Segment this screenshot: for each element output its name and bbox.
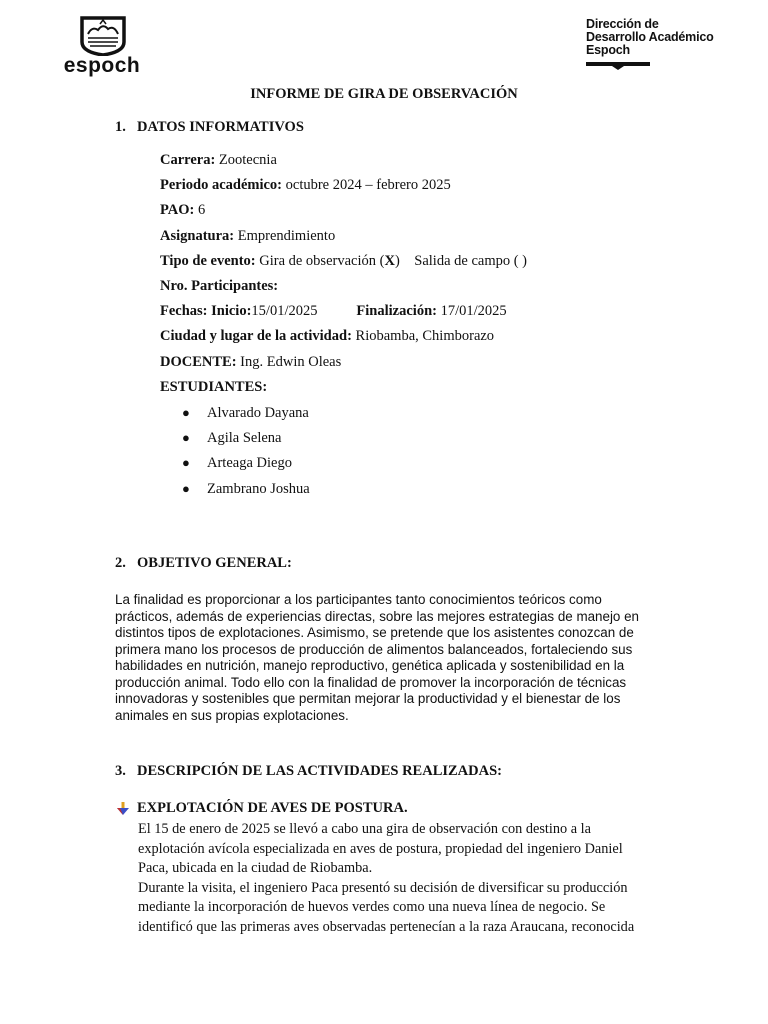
info-row-estudiantes: ESTUDIANTES: (160, 378, 268, 395)
paragraph-line: innovadoras y sostenibles que permitan mejorar la productividad y el bienestar de los (115, 691, 621, 706)
logo-line-3: Espoch (586, 43, 630, 57)
section-number: 3. (115, 763, 126, 779)
bullet-icon: ● (182, 405, 190, 420)
paragraph-line: La finalidad es proporcionar a los participantes tanto conocimientos teóricos como (115, 592, 602, 607)
paragraph-line: mediante la incorporación de huevos verdes como una nueva línea de negocio. Se (138, 899, 606, 915)
section-number: 2. (115, 555, 126, 571)
bullet-icon: ● (182, 480, 190, 496)
logo-line-1: Dirección de (586, 17, 659, 31)
info-row-docente: DOCENTE: Ing. Edwin Oleas (160, 353, 342, 370)
paragraph-line: prácticos, además de experiencias directas, sobre las mejores estrategias de manejo en (115, 608, 639, 624)
section-number: 1. (115, 119, 126, 135)
espoch-wordmark: espoch (63, 54, 141, 77)
bullet-icon: ● (182, 455, 190, 471)
info-row-ciudad: Ciudad y lugar de la actividad: Riobamba, Chimborazo (160, 328, 495, 345)
objetivo-paragraph (115, 592, 665, 724)
paragraph-line: distintos tipos de explotaciones. Asimismo, se pretende que los asistentes conozcan de (115, 625, 634, 640)
section-3-heading (115, 763, 502, 780)
paragraph-line: Paca, ubicada en la ciudad de Riobamba. (138, 860, 373, 876)
students-list (182, 404, 310, 505)
list-item: ● Zambrano Joshua (182, 480, 310, 497)
info-row-tipo: Tipo de evento: Gira de observación (X) Salida de campo ( ) (160, 252, 528, 269)
section-title: DESCRIPCIÓN DE LAS ACTIVIDADES REALIZADAS: (137, 763, 502, 779)
info-block (160, 152, 527, 404)
paragraph-line: El 15 de enero de 2025 se llevó a cabo una gira de observación con destino a la (138, 821, 591, 837)
activity-description (138, 820, 686, 937)
info-row-asignatura: Asignatura: Emprendimiento (160, 227, 336, 244)
info-row-periodo: Periodo académico: octubre 2024 – febrero 2025 (160, 177, 451, 194)
bullet-icon: ● (182, 430, 190, 446)
section-title: DATOS INFORMATIVOS (137, 119, 304, 135)
logo-line-2: Desarrollo Académico (586, 30, 714, 44)
direccion-logo (586, 18, 736, 72)
document-title: INFORME DE GIRA DE OBSERVACIÓN (250, 86, 518, 102)
section-title: OBJETIVO GENERAL: (137, 555, 292, 571)
paragraph-line: habilidades en nutrición, manejo reproductivo, genética aplicada y sostenibilidad en la (115, 658, 625, 673)
list-item: ● Arteaga Diego (182, 455, 292, 472)
section-1-heading (115, 119, 304, 136)
subsection-heading (115, 800, 408, 817)
list-item: ● Alvarado Dayana (182, 405, 309, 421)
paragraph-line: Durante la visita, el ingeniero Paca presentó su decisión de diversificar su producción (138, 879, 628, 896)
info-row-pao: PAO: 6 (160, 202, 206, 219)
paragraph-line: producción animal. Todo ello con la finalidad de promover la incorporación de técnicas (115, 674, 627, 690)
paragraph-line: identificó que las primeras aves observadas pertenecían a la raza Araucana, reconocida (138, 918, 635, 935)
logo-bar-icon (586, 61, 650, 71)
espoch-seal-icon (78, 14, 128, 56)
section-2-heading (115, 555, 292, 572)
paragraph-line: primera mano los procesos de producción de alimentos balanceados, fortaleciendo sus (115, 641, 633, 657)
info-row-carrera: Carrera: Zootecnia (160, 152, 277, 168)
arrow-bullet-icon (115, 801, 131, 817)
paragraph-line: explotación avícola especializada en aves de postura, propiedad del ingeniero Daniel (138, 840, 623, 857)
list-item: ● Agila Selena (182, 430, 282, 447)
info-row-fechas: Fechas: Inicio:15/01/2025 Finalización: 17/01/2025 (160, 303, 507, 320)
espoch-logo (62, 14, 144, 78)
paragraph-line: animales en sus propias explotaciones. (115, 707, 349, 723)
info-row-participantes: Nro. Participantes: (160, 277, 279, 294)
subsection-title: EXPLOTACIÓN DE AVES DE POSTURA. (137, 800, 408, 816)
